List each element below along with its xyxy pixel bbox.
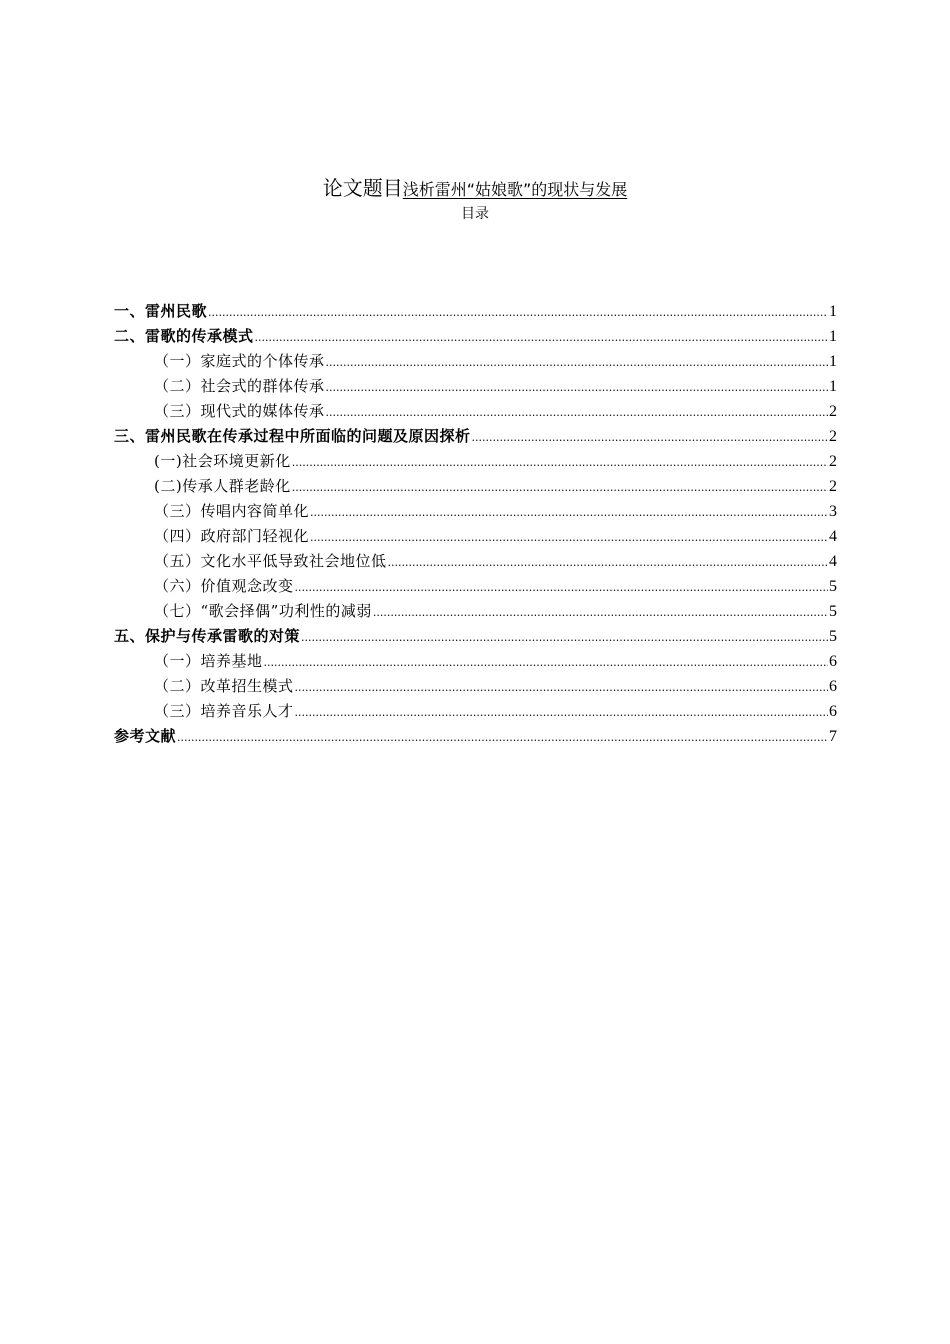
toc-entry-page-number: 4 (829, 553, 837, 570)
toc-entry[interactable] (114, 324, 837, 349)
toc-entry[interactable] (114, 724, 837, 749)
toc-dot-leader (295, 675, 828, 700)
toc-entry[interactable] (114, 524, 837, 549)
toc-entry-label: （五）文化水平低导致社会地位低 (154, 552, 387, 570)
toc-entry-label: （一）家庭式的个体传承 (154, 352, 325, 370)
toc-entry-label: 二、雷歌的传承模式 (114, 327, 254, 345)
toc-dot-leader (301, 625, 828, 650)
toc-entry-label: （三）现代式的媒体传承 (154, 402, 325, 420)
toc-dot-leader (388, 550, 828, 575)
toc-entry-page-number: 2 (829, 453, 837, 470)
toc-entry-page-number: 6 (829, 653, 837, 670)
table-of-contents (114, 299, 837, 749)
toc-dot-leader (472, 425, 828, 450)
toc-entry[interactable] (114, 499, 837, 524)
title-block (0, 174, 950, 224)
toc-entry-label: (二)传承人群老龄化 (154, 477, 291, 495)
toc-entry-label: （一）培养基地 (154, 652, 263, 670)
document-title (0, 174, 950, 204)
toc-entry-page-number: 2 (829, 478, 837, 495)
toc-entry-label: 参考文献 (114, 727, 177, 745)
toc-entry-label: 三、雷州民歌在传承过程中所面临的问题及原因探析 (114, 427, 471, 445)
toc-entry[interactable] (114, 349, 837, 374)
toc-entry[interactable] (114, 474, 837, 499)
toc-entry-page-number: 4 (829, 528, 837, 545)
toc-entry[interactable] (114, 424, 837, 449)
toc-entry[interactable] (114, 649, 837, 674)
toc-entry-page-number: 3 (829, 503, 837, 520)
toc-entry-label: （六）价值观念改变 (154, 577, 294, 595)
toc-entry-label: （二）社会式的群体传承 (154, 377, 325, 395)
toc-entry-page-number: 2 (829, 428, 837, 445)
toc-entry[interactable] (114, 399, 837, 424)
toc-dot-leader (310, 500, 828, 525)
toc-entry-page-number: 1 (829, 353, 837, 370)
toc-dot-leader (295, 575, 828, 600)
toc-entry-label: （二）改革招生模式 (154, 677, 294, 695)
toc-entry-page-number: 7 (829, 728, 837, 745)
toc-dot-leader (310, 525, 828, 550)
toc-dot-leader (326, 375, 828, 400)
toc-heading: 目录 (461, 206, 489, 222)
toc-dot-leader (208, 300, 828, 325)
toc-dot-leader (326, 400, 828, 425)
toc-entry-page-number: 1 (829, 303, 837, 320)
toc-entry-label: （四）政府部门轻视化 (154, 527, 310, 545)
toc-entry[interactable] (114, 674, 837, 699)
toc-entry-label: （三）培养音乐人才 (154, 702, 294, 720)
toc-entry[interactable] (114, 599, 837, 624)
toc-entry-label: 一、雷州民歌 (114, 302, 208, 320)
toc-entry-page-number: 6 (829, 703, 837, 720)
toc-dot-leader (177, 725, 828, 750)
toc-entry-label: 五、保护与传承雷歌的对策 (114, 627, 301, 645)
toc-entry-label: （三）传唱内容简单化 (154, 502, 310, 520)
toc-dot-leader (264, 650, 828, 675)
toc-entry-label: (一)社会环境更新化 (154, 452, 291, 470)
toc-entry-page-number: 5 (829, 603, 837, 620)
toc-entry[interactable] (114, 374, 837, 399)
toc-dot-leader (326, 350, 828, 375)
toc-entry[interactable] (114, 449, 837, 474)
toc-entry-page-number: 1 (829, 378, 837, 395)
toc-entry[interactable] (114, 624, 837, 649)
toc-entry-page-number: 1 (829, 328, 837, 345)
toc-dot-leader (373, 600, 828, 625)
toc-entry-label: （七）“歌会择偶”功利性的减弱 (154, 602, 372, 620)
title-text: 浅析雷州“姑娘歌”的现状与发展 (402, 180, 628, 199)
title-prefix: 论文题目 (322, 176, 403, 200)
toc-entry-page-number: 5 (829, 578, 837, 595)
toc-entry[interactable] (114, 574, 837, 599)
toc-dot-leader (292, 475, 828, 500)
toc-entry-page-number: 6 (829, 678, 837, 695)
toc-entry[interactable] (114, 299, 837, 324)
toc-entry-page-number: 2 (829, 403, 837, 420)
toc-entry-page-number: 5 (829, 628, 837, 645)
toc-entry[interactable] (114, 549, 837, 574)
toc-entry[interactable] (114, 699, 837, 724)
toc-dot-leader (295, 700, 828, 725)
toc-dot-leader (292, 450, 828, 475)
toc-dot-leader (255, 325, 828, 350)
